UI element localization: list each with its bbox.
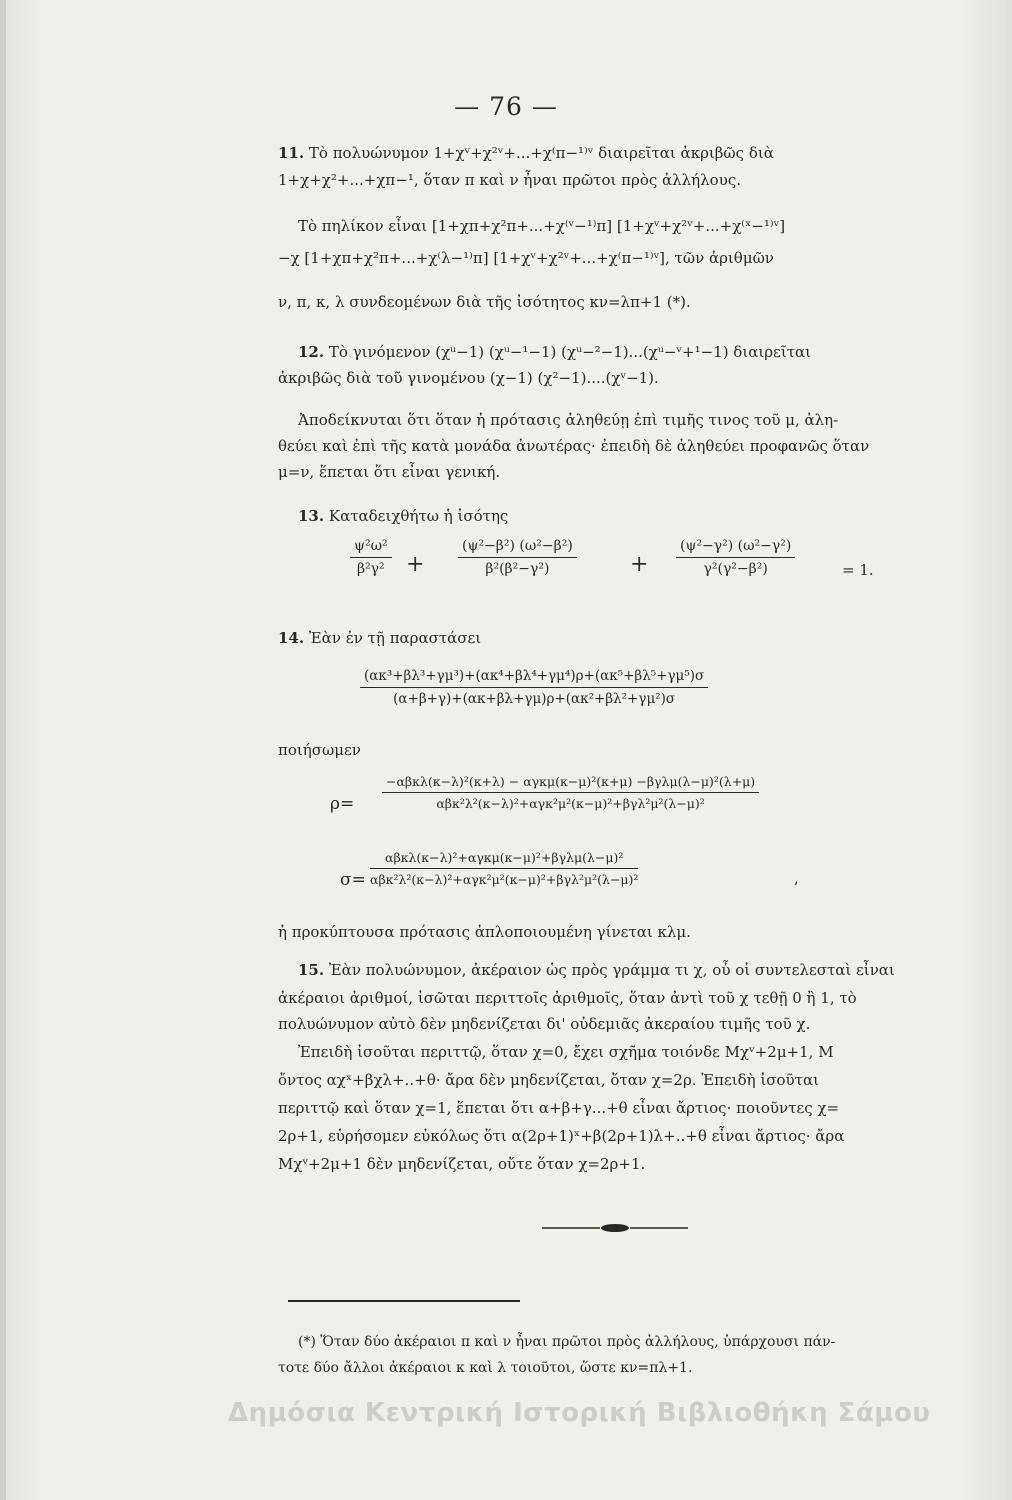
sec11-text1: Τὸ πολυώνυμον 1+χᵛ+χ²ᵛ+...+χ⁽π−¹⁾ᵛ διαιρεῖται ἀκριβῶς διὰ — [308, 144, 774, 162]
sigma-label: σ= — [340, 870, 366, 890]
fraction-denominator: αβκ²λ²(κ−λ)²+αγκ²μ²(κ−μ)²+βγλ²μ²(λ−μ)² — [370, 872, 639, 887]
fraction-numerator: αβκλ(κ−λ)²+αγκμ(κ−μ)²+βγλμ(λ−μ)² — [385, 850, 624, 865]
sec13-text: Καταδειχθήτω ἡ ἰσότης — [328, 507, 509, 525]
sigma-comma: , — [794, 869, 799, 887]
sigma-fraction — [370, 850, 638, 887]
fraction-numerator: (ακ³+βλ³+γμ³)+(ακ⁴+βλ⁴+γμ⁴)ρ+(ακ⁵+βλ⁵+γμ⁵)σ — [364, 668, 705, 684]
sec14-line1 — [278, 628, 978, 648]
plus-sign: + — [406, 552, 425, 577]
sec15-line7: 2ρ+1, εὑρήσομεν εὐκόλως ὅτι α(2ρ+1)ˣ+β(2ρ+1)λ+..+θ εἶναι ἄρτιος· ἄρα — [278, 1127, 845, 1145]
rho-label: ρ= — [330, 794, 355, 814]
sec13-number: 13. — [298, 507, 325, 525]
sec15-line6: περιττῷ καὶ ὅταν χ=1, ἕπεται ὅτι α+β+γ...+θ εἶναι ἄρτιος· ποιοῦντες χ= — [278, 1099, 840, 1117]
sec11-line3: Τὸ πηλίκον εἶναι [1+χπ+χ²π+...+χ⁽ᵛ−¹⁾π] [1+χᵛ+χ²ᵛ+...+χ⁽ˣ−¹⁾ᵛ] — [298, 217, 786, 235]
sec12-line1 — [298, 342, 998, 362]
sec11-line2: 1+χ+χ²+...+χπ−¹, ὅταν π καὶ ν ἦναι πρῶτοι πρὸς ἀλλήλους. — [278, 171, 741, 189]
sec14-number: 14. — [278, 629, 305, 647]
fraction-denominator: β²(β²−γ²) — [485, 561, 550, 577]
fraction-denominator: (α+β+γ)+(ακ+βλ+γμ)ρ+(ακ²+βλ²+γμ²)σ — [393, 691, 676, 707]
sec12-line4: θεύει καὶ ἐπὶ τῆς κατὰ μονάδα ἀνωτέρας· ἐπειδὴ δὲ ἀληθεύει προφανῶς ὅταν — [278, 437, 870, 455]
sec14-text: Ἐὰν ἐν τῇ παραστάσει — [308, 629, 482, 647]
sec15-line2: ἀκέραιοι ἀριθμοί, ἰσῶται περιττοῖς ἀριθμοῖς, ὅταν ἀντὶ τοῦ χ τεθῇ 0 ἢ 1, τὸ — [278, 989, 857, 1007]
page-edge — [0, 0, 6, 1500]
sec15-line3: πολυώνυμον αὐτὸ δὲν μηδενίζεται δι' οὐδεμιᾶς ἀκεραίου τιμῆς τοῦ χ. — [278, 1015, 811, 1033]
sec13-fraction-1 — [350, 538, 392, 577]
sec15-number: 15. — [298, 961, 325, 979]
sec14-expression — [360, 668, 708, 707]
sec15-line4: Ἐπειδὴ ἰσοῦται περιττῷ, ὅταν χ=0, ἔχει σχῆμα τοιόνδε Mχᵛ+2μ+1, Μ — [298, 1043, 834, 1061]
fraction-denominator: αβκ²λ²(κ−λ)²+αγκ²μ²(κ−μ)²+βγλ²μ²(λ−μ)² — [436, 796, 705, 811]
sec12-line2: ἀκριβῶς διὰ τοῦ γινομένου (χ−1) (χ²−1)....(χᵛ−1). — [278, 369, 659, 387]
sec11-number: 11. — [278, 144, 305, 162]
rho-fraction — [382, 774, 759, 811]
fraction-denominator: γ²(γ²−β²) — [703, 561, 768, 577]
sec13-fraction-3 — [676, 538, 795, 577]
sec14-after: ἡ προκύπτουσα πρότασις ἀπλοποιουμένη γίνεται κλμ. — [278, 923, 691, 941]
fraction-denominator: β²γ² — [356, 561, 385, 577]
sec13-fraction-2 — [458, 538, 577, 577]
equals-one: = 1. — [842, 561, 874, 579]
plus-sign: + — [630, 552, 649, 577]
sec12-line3: Ἀποδείκνυται ὅτι ὅταν ἡ πρότασις ἀληθεύῃ ἐπὶ τιμῆς τινος τοῦ μ, ἀλη- — [298, 411, 839, 429]
sec15-line1 — [298, 960, 998, 980]
sec15-text1: Ἐὰν πολυώνυμον, ἀκέραιον ὡς πρὸς γράμμα τι χ, οὗ οἱ συντελεσταὶ εἶναι — [328, 961, 895, 979]
library-watermark: Δημόσια Κεντρική Ιστορική Βιβλιοθήκη Σάμου — [228, 1398, 931, 1428]
footnote-line2: τοτε δύο ἄλλοι ἀκέραιοι κ καὶ λ τοιοῦτοι, ὥστε κν=πλ+1. — [278, 1360, 693, 1376]
fraction-numerator: (ψ²−γ²) (ω²−γ²) — [680, 538, 792, 554]
footnote-line1: (*) Ὅταν δύο ἀκέραιοι π καὶ ν ἦναι πρῶτοι πρὸς ἀλλήλους, ὑπάρχουσι πάν- — [298, 1334, 836, 1350]
sec11-line1 — [278, 143, 978, 163]
sec11-line5: ν, π, κ, λ συνδεομένων διὰ τῆς ἰσότητος κν=λπ+1 (*). — [278, 293, 691, 311]
fraction-numerator: ψ²ω² — [354, 538, 388, 554]
section-ornament — [540, 1222, 690, 1234]
sec15-line8: Mχᵛ+2μ+1 δὲν μηδενίζεται, οὔτε ὅταν χ=2ρ+1. — [278, 1155, 646, 1173]
page-number: — 76 — — [454, 92, 558, 121]
sec13-line1 — [298, 506, 998, 526]
fraction-numerator: −αβκλ(κ−λ)²(κ+λ) − αγκμ(κ−μ)²(κ+μ) −βγλμ(λ−μ)²(λ+μ) — [386, 774, 756, 789]
sec14-poisomen: ποιήσωμεν — [278, 741, 361, 759]
sec12-number: 12. — [298, 343, 325, 361]
fraction-numerator: (ψ²−β²) (ω²−β²) — [462, 538, 573, 554]
sec15-line5: ὄντος αχˣ+βχλ+..+θ· ἄρα δὲν μηδενίζεται, ὅταν χ=2ρ. Ἐπειδὴ ἰσοῦται — [278, 1071, 819, 1089]
footnote-rule — [288, 1300, 520, 1302]
sec12-text1: Τὸ γινόμενον (χᵘ−1) (χᵘ−¹−1) (χᵘ−²−1)...(χᵘ−ᵛ+¹−1) διαιρεῖται — [328, 343, 812, 361]
sec12-line5: μ=ν, ἕπεται ὅτι εἶναι γενική. — [278, 463, 501, 481]
sec11-line4: −χ [1+χπ+χ²π+...+χ⁽λ−¹⁾π] [1+χᵛ+χ²ᵛ+...+χ⁽π−¹⁾ᵛ], τῶν ἀριθμῶν — [278, 249, 774, 267]
